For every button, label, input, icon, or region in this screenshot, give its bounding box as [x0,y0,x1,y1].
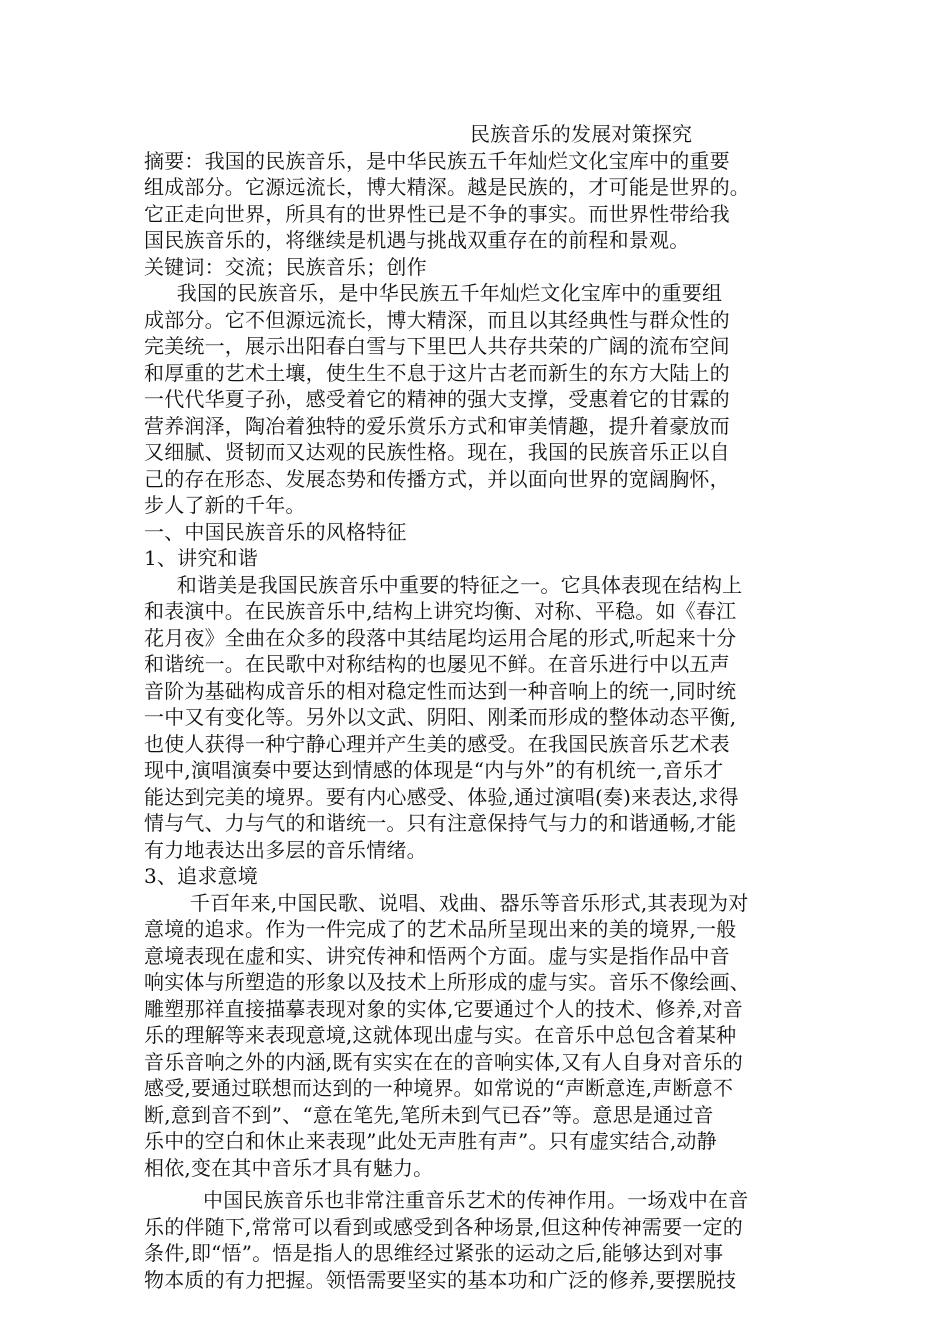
subsection-heading: 1、讲究和谐 [144,546,258,570]
mood-line: 相依,变在其中音乐才具有魅力。 [144,1155,434,1180]
document-body [144,121,809,1293]
harmony-line: 和谐统一。在民歌中对称结构的也屡见不鲜。在音乐进行中以五声 [144,652,730,676]
mood-line: 千百年来,中国民歌、说唱、戏曲、器乐等音乐形式,其表现为对 [144,890,749,915]
spirit-line: 乐的伴随下,常常可以看到或感受到各种场景,但这种传神需要一定的 [144,1214,743,1239]
harmony-line: 一中又有变化等。另外以文武、阴阳、刚柔而形成的整体动态平衡, [144,705,737,729]
mood-line: 感受,要通过联想而达到的一种境界。如常说的“声断意连,声断意不 [144,1076,734,1100]
intro-paragraph [144,280,809,519]
intro-line: 我国的民族音乐，是中华民族五千年灿烂文化宝库中的重要组 [144,281,723,305]
harmony-line: 音阶为基础构成音乐的相对稳定性而达到一种音响上的统一,同时统 [144,678,737,703]
intro-line: 步人了新的千年。 [144,493,306,517]
harmony-paragraph [144,572,809,864]
harmony-line: 也使人获得一种宁静心理并产生美的感受。在我国民族音乐艺术表 [144,731,730,756]
mood-line: 意境表现在虚和实、讲究传神和悟两个方面。虚与实是指作品中音 [144,943,730,968]
harmony-line: 现中,演唱演奏中要达到情感的体现是“内与外”的有机统一,音乐才 [144,758,724,782]
harmony-line: 有力地表达出多层的音乐情绪。 [144,837,427,862]
spirit-line: 中国民族音乐也非常注重音乐艺术的传神作用。一场戏中在音 [144,1188,749,1212]
harmony-line: 和表演中。在民族音乐中,结构上讲究均衡、对称、平稳。如《春江 [144,599,737,623]
mood-line: 乐的理解等来表现意境,这就体现出虚与实。在音乐中总包含着某种 [144,1023,737,1047]
harmony-line: 能达到完美的境界。要有内心感受、体验,通过演唱(奏)来表达,求得 [144,784,739,809]
keywords-line: 关键词：交流；民族音乐；创作 [144,254,427,279]
abstract-line: 它正走向世界，所具有的世界性已是不争的事实。而世界性带给我 [144,201,730,226]
mood-line: 雕塑那祥直接描摹表现对象的实体,它要通过个人的技术、修养,对音 [144,996,743,1021]
section-heading: 一、中国民族音乐的风格特征 [144,519,407,544]
mood-line: 音乐音响之外的内涵,既有实实在在的音响实体,又有人自身对音乐的 [144,1049,743,1074]
mood-paragraph [144,890,809,1182]
spirit-line: 条件,即“悟”。悟是指人的思维经过紧张的运动之后,能够达到对事 [144,1241,724,1265]
abstract-paragraph [144,148,809,254]
intro-line: 完美统一，展示出阳春白雪与下里巴人共存共荣的广阔的流布空间 [144,334,730,358]
mood-line: 乐中的空白和休止来表现”此处无声胜有声”。只有虚实结合,动静 [144,1129,717,1153]
intro-line: 己的存在形态、发展态势和传播方式，并以面向世界的宽阔胸怀， [144,466,730,491]
abstract-line: 摘要：我国的民族音乐，是中华民族五千年灿烂文化宝库中的重要 [144,148,730,173]
abstract-line: 国民族音乐的，将继续是机遇与挑战双重存在的前程和景观。 [144,228,690,252]
intro-line: 一代代华夏子孙，感受着它的精神的强大支撑，受惠着它的甘霖的 [144,387,730,411]
spirit-paragraph [144,1187,809,1293]
abstract-line: 组成部分。它源远流长，博大精深。越是民族的，才可能是世界的。 [144,175,750,199]
harmony-line: 和谐美是我国民族音乐中重要的特征之一。它具体表现在结构上 [144,572,743,597]
spirit-line: 物本质的有力把握。领悟需要坚实的基本功和广泛的修养,要摆脱技 [144,1267,737,1292]
intro-line: 成部分。它不但源远流长，博大精深，而且以其经典性与群众性的 [144,307,730,332]
document-title: 民族音乐的发展对策探究 [470,122,693,146]
mood-line: 断,意到音不到”、“意在笔先,笔所未到气已吞”等。意思是通过音 [144,1102,714,1127]
intro-line: 又细腻、贤韧而又达观的民族性格。现在，我国的民族音乐正以自 [144,440,730,464]
intro-line: 营养润泽，陶冶着独特的爱乐赏乐方式和审美情趣，提升着豪放而 [144,413,730,438]
harmony-line: 花月夜》全曲在众多的段落中其结尾均运用合尾的形式,听起来十分 [144,625,737,650]
harmony-line: 情与气、力与气的和谐统一。只有注意保持气与力的和谐通畅,才能 [144,811,737,835]
mood-line: 意境的追求。作为一件完成了的艺术品所呈现出来的美的境界,一般 [144,917,737,941]
subsection-heading: 3、追求意境 [144,864,258,888]
mood-line: 响实体与所塑造的形象以及技术上所形成的虚与实。音乐不像绘画、 [144,970,750,994]
intro-line: 和厚重的艺术土壤，使生生不息于这片古老而新生的东方大陆上的 [144,360,730,385]
